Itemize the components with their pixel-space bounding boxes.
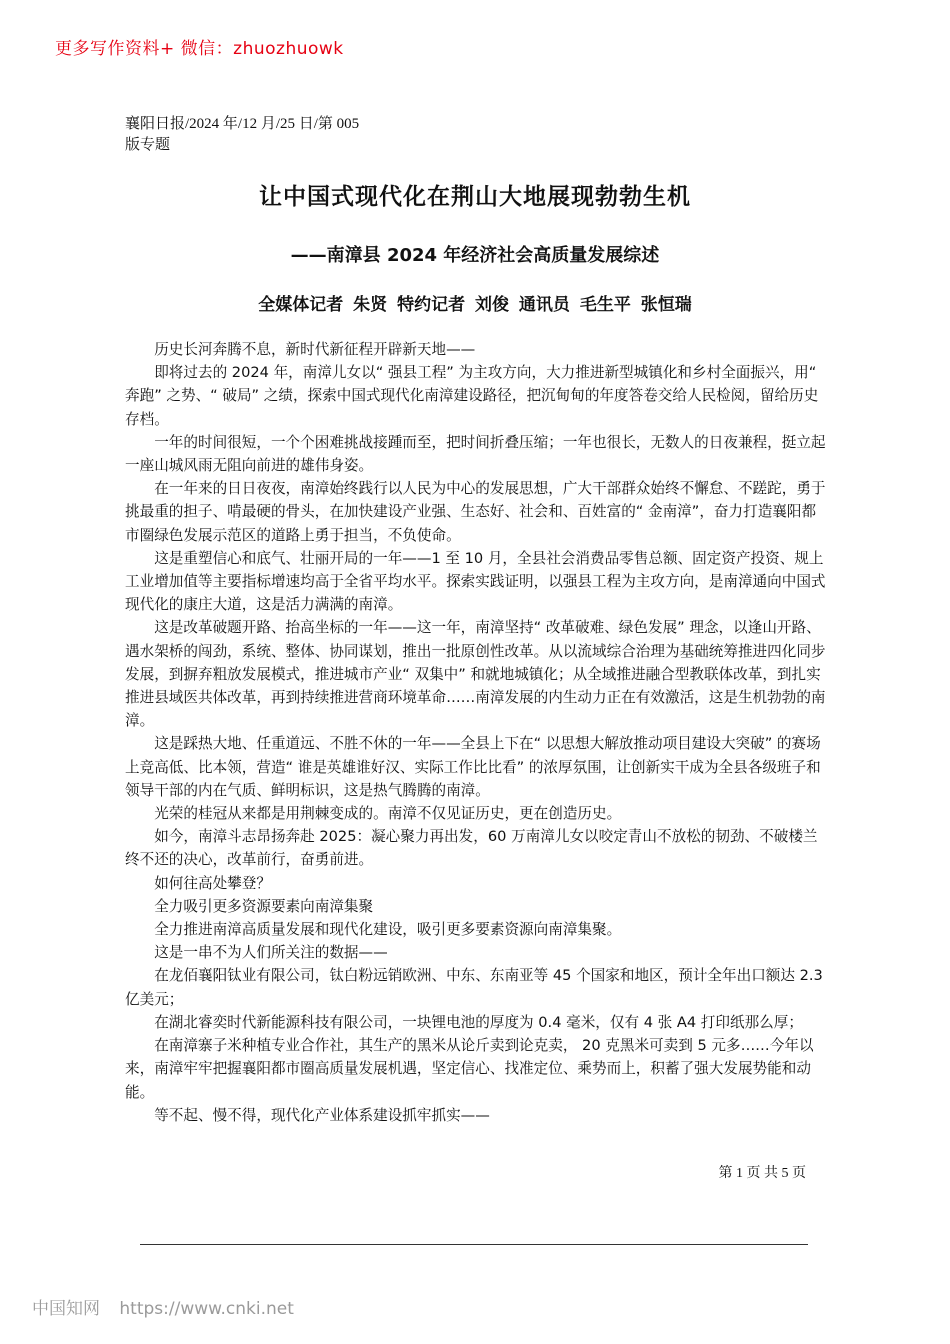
paragraph: 这是一串不为人们所关注的数据—— <box>154 944 388 962</box>
paragraph: 即将过去的 2024 年，南漳儿女以“ 强县工程” 为主攻方向，大力推进新型城镇化和乡村全面振兴，用“ 奔跑” 之势、“ 破局” 之绩，探索中国式现代化南漳建设路径，把沉甸甸的年度答卷交给人民检阅，留给历史存档。 <box>125 364 819 428</box>
paragraph: 这是踩热大地、任重道远、不胜不休的一年——全县上下在“ 以思想大解放推动项目建设大突破” 的赛场上竞高低、比本领，营造“ 谁是英雄谁好汉、实际工作比比看” 的浓厚氛围，让创新实干成为全县各级班子和领导干部的内在气质、鲜明标识，这是热气腾腾的南漳。 <box>125 735 821 799</box>
paragraph: 历史长河奔腾不息，新时代新征程开辟新天地—— <box>154 341 476 358</box>
footer-divider <box>140 1244 808 1245</box>
article-body <box>125 338 830 1127</box>
article-authors: 全媒体记者 朱贤 特约记者 刘俊 通讯员 毛生平 张恒瑞 <box>258 295 692 315</box>
paragraph: 全力推进南漳高质量发展和现代化建设，吸引更多要素资源向南漳集聚。 <box>154 921 622 939</box>
paragraph: 在龙佰襄阳钛业有限公司，钛白粉远销欧洲、中东、东南亚等 45 个国家和地区，预计全年出口额达 2.3 亿美元； <box>125 967 823 1008</box>
source-line-1: 襄阳日报/2024 年/12 月/25 日/第 005 <box>125 116 360 132</box>
paragraph: 这是改革破题开路、抬高坐标的一年——这一年，南漳坚持“ 改革破难、绿色发展” 理念，以逢山开路、遇水架桥的闯劲，系统、整体、协同谋划，推出一批原创性改革。从以流域综合治理为基础统筹推进四化同步发展，到摒弃粗放发展模式，推进城市产业“ 双集中” 和就地城镇化；从全域推进融合型教联体改革，到扎实推进县域医共体改革，再到持续推进营商环境革命……南漳发展的内生动力正在有效激活，这是生机勃勃的南漳。 <box>125 619 826 730</box>
cnki-watermark <box>32 1294 294 1319</box>
paragraph: 全力吸引更多资源要素向南漳集聚 <box>154 897 374 915</box>
paragraph: 光荣的桂冠从来都是用荆棘变成的。南漳不仅见证历史，更在创造历史。 <box>154 805 622 823</box>
paragraph: 在一年来的日日夜夜，南漳始终践行以人民为中心的发展思想，广大干部群众始终不懈怠、不蹉跎，勇于挑最重的担子、啃最硬的骨头，在加快建设产业强、生态好、社会和、百姓富的“ 金南漳”，奋力打造襄阳都市圈绿色发展示范区的道路上勇于担当，不负使命。 <box>125 480 826 544</box>
watermark-url: https://www.cnki.net <box>119 1299 294 1319</box>
promo-banner: 更多写作资料+ 微信：zhuozhuowk <box>55 39 344 59</box>
page-number: 第 1 页 共 5 页 <box>718 1166 806 1181</box>
watermark-site-name: 中国知网 <box>32 1299 100 1319</box>
paragraph: 如今，南漳斗志昂扬奔赴 2025：凝心聚力再出发，60 万南漳儿女以咬定青山不放松的韧劲、不破楼兰终不还的决心，改革前行，奋勇前进。 <box>125 828 818 869</box>
article-title: 让中国式现代化在荆山大地展现勃勃生机 <box>259 184 691 210</box>
paragraph: 在南漳寨子米种植专业合作社，其生产的黑米从论斤卖到论克卖， 20 克黑米可卖到 5 元多……今年以来，南漳牢牢把握襄阳都市圈高质量发展机遇，坚定信心、找准定位、乘势而上，积蓄了强大发展势能和动能。 <box>125 1037 814 1101</box>
source-line <box>125 114 395 156</box>
paragraph: 如何往高处攀登？ <box>154 874 271 892</box>
source-line-2: 版专题 <box>125 137 171 153</box>
paragraph: 等不起、慢不得，现代化产业体系建设抓牢抓实—— <box>154 1106 490 1124</box>
paragraph: 这是重塑信心和底气、壮丽开局的一年——1 至 10 月，全县社会消费品零售总额、固定资产投资、规上工业增加值等主要指标增速均高于全省平均水平。探索实践证明，以强县工程为主攻方向，是南漳通向中国式现代化的康庄大道，这是活力满满的南漳。 <box>125 549 826 614</box>
paragraph: 一年的时间很短，一个个困难挑战接踵而至，把时间折叠压缩；一年也很长，无数人的日夜兼程，挺立起一座山城风雨无阻向前进的雄伟身姿。 <box>125 433 826 475</box>
paragraph: 在湖北睿奕时代新能源科技有限公司，一块锂电池的厚度为 0.4 毫米，仅有 4 张 A4 打印纸那么厚； <box>154 1013 803 1031</box>
article-subtitle: ——南漳县 2024 年经济社会高质量发展综述 <box>290 245 660 266</box>
